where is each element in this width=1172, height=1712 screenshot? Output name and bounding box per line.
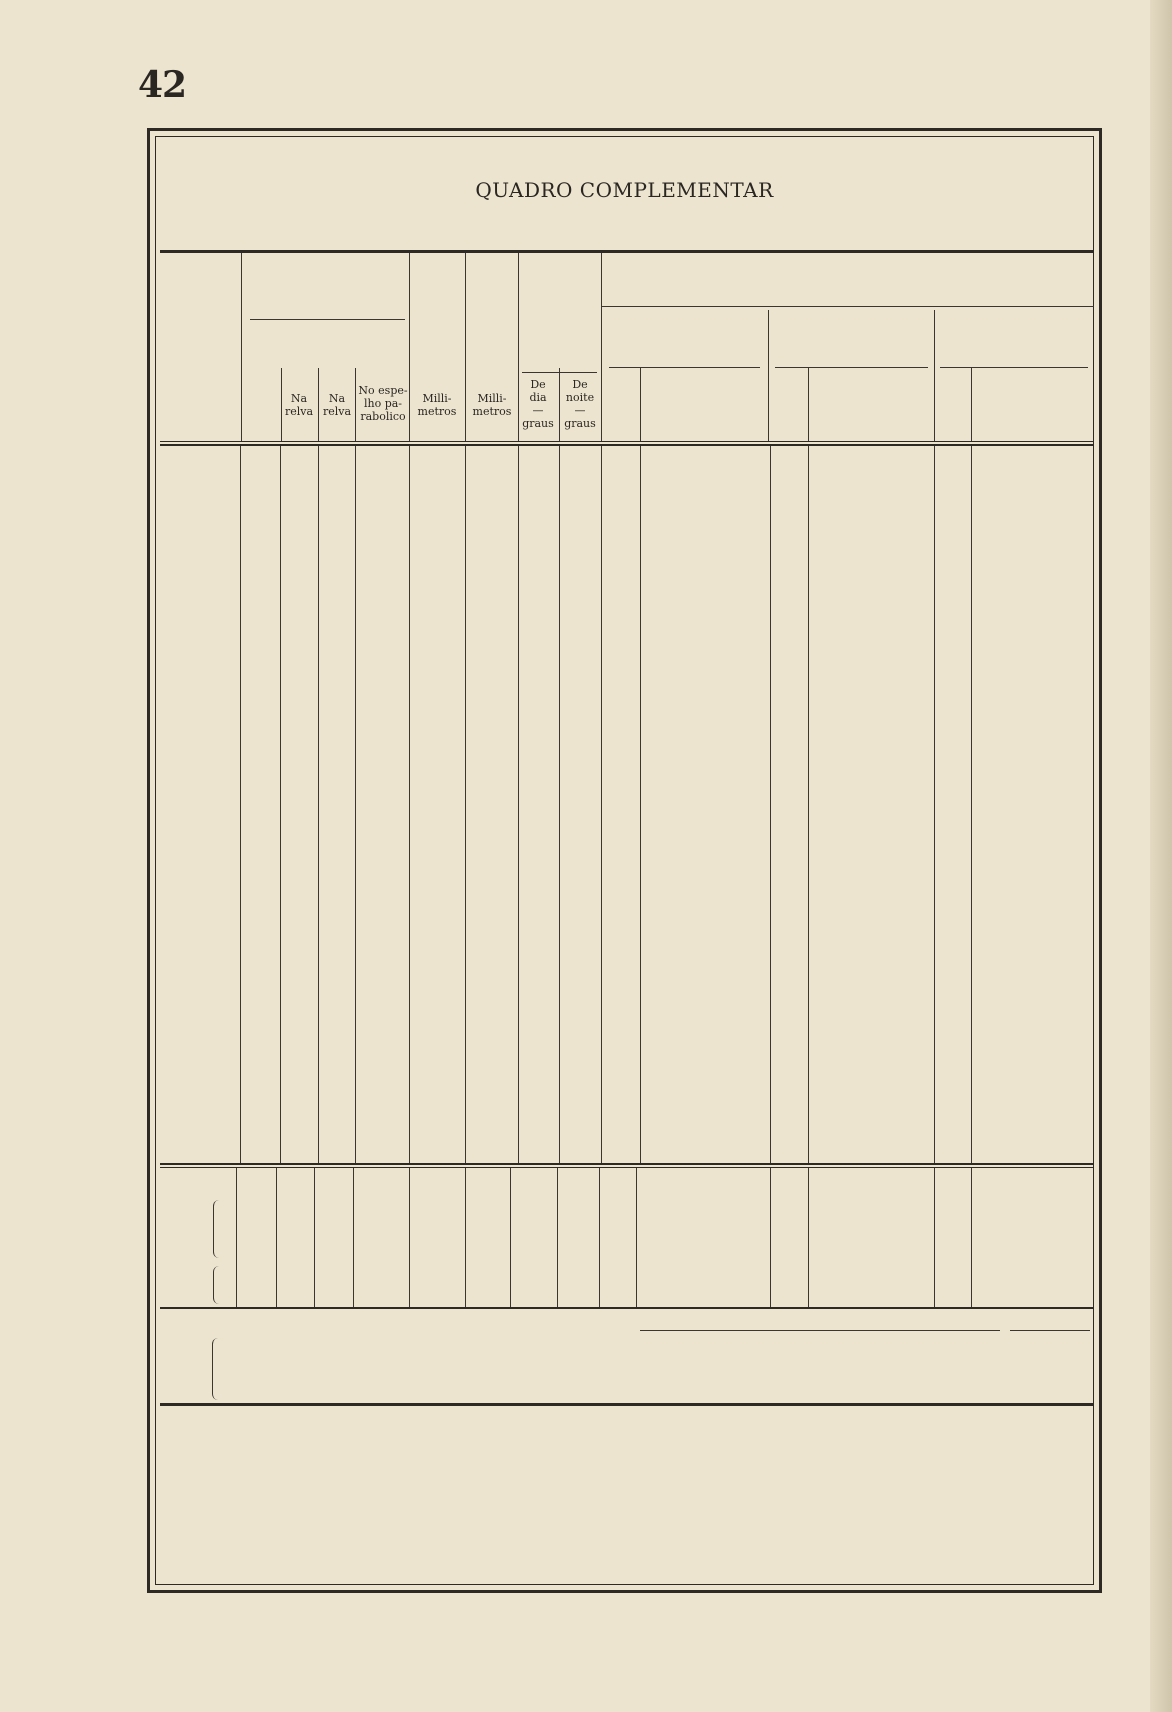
serenidade-rule [601, 306, 1094, 307]
header-divider [409, 253, 410, 441]
header-divider [768, 310, 769, 441]
medias-column-divider [934, 1168, 935, 1307]
ozonometro-rule [522, 372, 597, 373]
page-edge [1150, 0, 1172, 1712]
maxima-minima-rule [250, 319, 405, 320]
header-divider [465, 253, 466, 441]
medias-column-divider [409, 1168, 410, 1307]
page-number: 42 [138, 64, 187, 106]
de-noite-label: graus [564, 417, 596, 430]
na-relva-label: relva [284, 405, 314, 418]
header-divider [355, 368, 356, 441]
espelho-label: lho pa- [363, 397, 403, 410]
footer-bottom-rule [160, 1403, 1094, 1406]
medias-column-divider [808, 1168, 809, 1307]
milli-udometro-label: Milli- [422, 392, 452, 405]
table-frame-inner [155, 136, 1094, 1585]
de-noite-label: — [574, 404, 586, 417]
espelho-label: No espe- [358, 384, 408, 397]
header-bottom-rule-2 [160, 444, 1094, 446]
body-bottom-rule [160, 1163, 1094, 1165]
medias-column-divider [557, 1168, 558, 1307]
tarde-rule [940, 367, 1088, 368]
page-title: QUADRO COMPLEMENTAR [475, 178, 774, 202]
de-noite-label: noite [565, 391, 595, 404]
header-divider [601, 253, 602, 441]
body-column-divider [355, 446, 356, 1163]
de-dia-label: graus [522, 417, 554, 430]
header-divider [281, 368, 282, 441]
body-column-divider [240, 446, 241, 1163]
header-divider [241, 253, 242, 441]
medias-column-divider [276, 1168, 277, 1307]
body-column-divider [934, 446, 935, 1163]
milli-atmometro-label: metros [472, 405, 512, 418]
body-column-divider [601, 446, 602, 1163]
brace [212, 1338, 219, 1400]
medias-bottom-rule [160, 1307, 1094, 1309]
body-column-divider [518, 446, 519, 1163]
de-noite-label: De [572, 378, 588, 391]
body-column-divider [318, 446, 319, 1163]
body-column-divider [640, 446, 641, 1163]
header-divider [559, 368, 560, 441]
body-column-divider [559, 446, 560, 1163]
espelho-label: rabolico [360, 410, 406, 423]
header-divider [640, 368, 641, 441]
na-relva-min-label: Na [328, 392, 346, 405]
header-divider [808, 368, 809, 441]
body-column-divider [280, 446, 281, 1163]
manha-rule [609, 367, 760, 368]
brace [213, 1266, 220, 1304]
brace [213, 1200, 220, 1258]
medias-column-divider [353, 1168, 354, 1307]
medias-column-divider [510, 1168, 511, 1307]
body-column-divider [808, 446, 809, 1163]
de-dia-label: De [530, 378, 546, 391]
header-divider [518, 253, 519, 441]
medias-column-divider [314, 1168, 315, 1307]
body-column-divider [971, 446, 972, 1163]
body-column-divider [770, 446, 771, 1163]
body-column-divider [409, 446, 410, 1163]
header-divider [318, 368, 319, 441]
medias-column-divider [236, 1168, 237, 1307]
header-divider [971, 368, 972, 441]
medias-column-divider [770, 1168, 771, 1307]
evaporacao-rule [1010, 1330, 1090, 1331]
header-bottom-rule [160, 441, 1094, 442]
medias-column-divider [465, 1168, 466, 1307]
body-column-divider [465, 446, 466, 1163]
temp-relva-rule [640, 1330, 1000, 1331]
medias-column-divider [971, 1168, 972, 1307]
header-divider [934, 310, 935, 441]
milli-atmometro-label: Milli- [477, 392, 507, 405]
de-dia-label: dia [529, 391, 547, 404]
body-bottom-rule-2 [160, 1167, 1094, 1168]
de-dia-label: — [532, 404, 544, 417]
na-relva-label: Na [290, 392, 308, 405]
milli-udometro-label: metros [417, 405, 457, 418]
medias-column-divider [636, 1168, 637, 1307]
header-top-rule [160, 250, 1094, 253]
na-relva-min-label: relva [322, 405, 352, 418]
medias-column-divider [599, 1168, 600, 1307]
meio-dia-rule [775, 367, 928, 368]
